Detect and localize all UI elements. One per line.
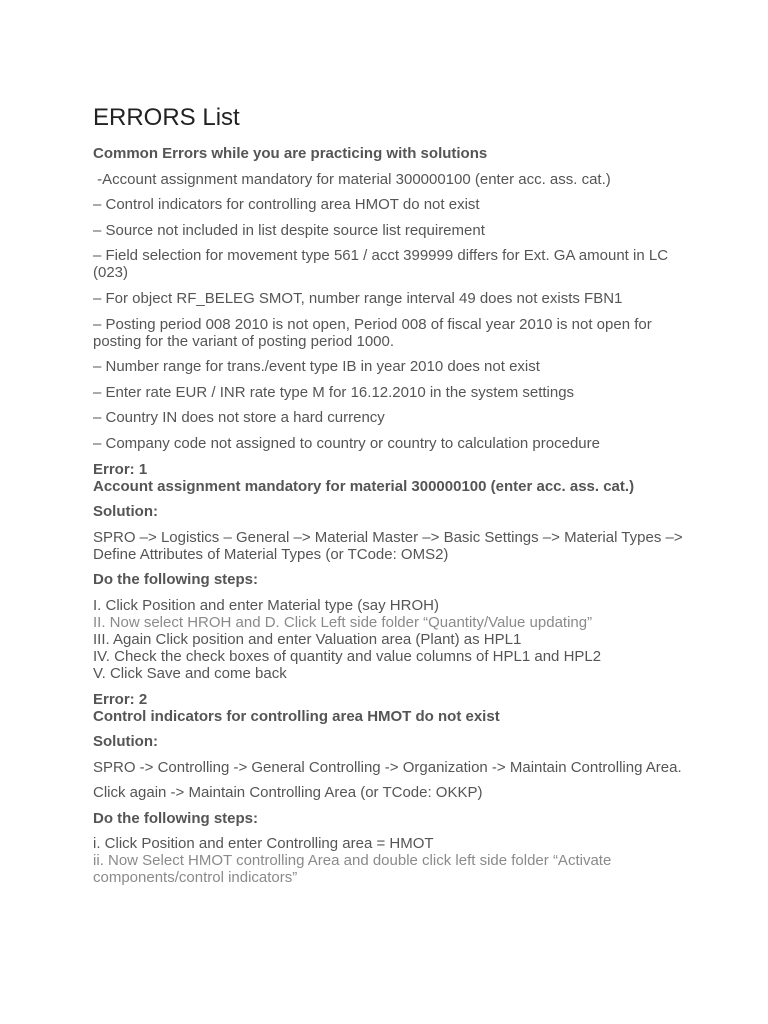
error-2-solution-label: Solution:	[93, 733, 158, 751]
error-1-solution-label: Solution:	[93, 503, 158, 521]
error-list-item: – Company code not assigned to country or country to calculation procedure	[93, 434, 600, 452]
error-list-item: – Control indicators for controlling area HMOT do not exist	[93, 196, 480, 214]
error-list-item: – Country IN does not store a hard currency	[93, 409, 385, 427]
error-2-solution-text: SPRO -> Controlling -> General Controlling -> Organization -> Maintain Controlling Area.	[93, 758, 682, 776]
intro-heading: Common Errors while you are practicing with solutions	[93, 145, 488, 162]
error-list-item: – Number range for trans./event type IB in year 2010 does not exist	[93, 358, 540, 376]
error-2-title: Control indicators for controlling area HMOT do not exist	[93, 707, 500, 725]
error-2-steps-label: Do the following steps:	[93, 809, 258, 827]
error-list	[93, 171, 683, 452]
error-1-steps	[93, 597, 683, 682]
step-item: IV. Check the check boxes of quantity and value columns of HPL1 and HPL2	[93, 647, 602, 665]
error-2-steps	[93, 835, 683, 886]
error-list-item: -Account assignment mandatory for material 300000100 (enter acc. ass. cat.)	[93, 170, 611, 188]
error-2-heading	[93, 691, 683, 725]
error-list-item: – Source not included in list despite source list requirement	[93, 221, 485, 239]
error-2-solution-text-2: Click again -> Maintain Controlling Area (or TCode: OKKP)	[93, 784, 483, 802]
step-item: I. Click Position and enter Material type (say HROH)	[93, 596, 439, 614]
error-1-solution-text: SPRO –> Logistics – General –> Material Master –> Basic Settings –> Material Types –> Define Attributes of Material Types (or TCode: OMS2)	[93, 528, 683, 563]
error-list-item: – Enter rate EUR / INR rate type M for 16.12.2010 in the system settings	[93, 383, 575, 401]
page-title: ERRORS List	[93, 104, 240, 131]
error-list-item: – Field selection for movement type 561 / acct 399999 differs for Ext. GA amount in LC (023)	[93, 247, 669, 282]
error-1-heading	[93, 461, 683, 495]
step-item: II. Now select HROH and D. Click Left side folder “Quantity/Value updating”	[93, 613, 593, 631]
step-item: ii. Now Select HMOT controlling Area and double click left side folder “Activate components/control indicators”	[93, 852, 612, 887]
step-item: i. Click Position and enter Controlling area = HMOT	[93, 835, 434, 853]
error-list-item: – Posting period 008 2010 is not open, Period 008 of fiscal year 2010 is not open for posting for the variant of posting period 1000.	[93, 315, 652, 350]
error-2-label: Error: 2	[93, 690, 148, 708]
error-1-steps-label: Do the following steps:	[93, 571, 258, 589]
error-1-title: Account assignment mandatory for material 300000100 (enter acc. ass. cat.)	[93, 477, 635, 495]
error-list-item: – For object RF_BELEG SMOT, number range interval 49 does not exists FBN1	[93, 289, 623, 307]
error-1-label: Error: 1	[93, 460, 148, 478]
step-item: III. Again Click position and enter Valuation area (Plant) as HPL1	[93, 630, 522, 648]
document-body	[93, 145, 683, 895]
step-item: V. Click Save and come back	[93, 664, 287, 682]
